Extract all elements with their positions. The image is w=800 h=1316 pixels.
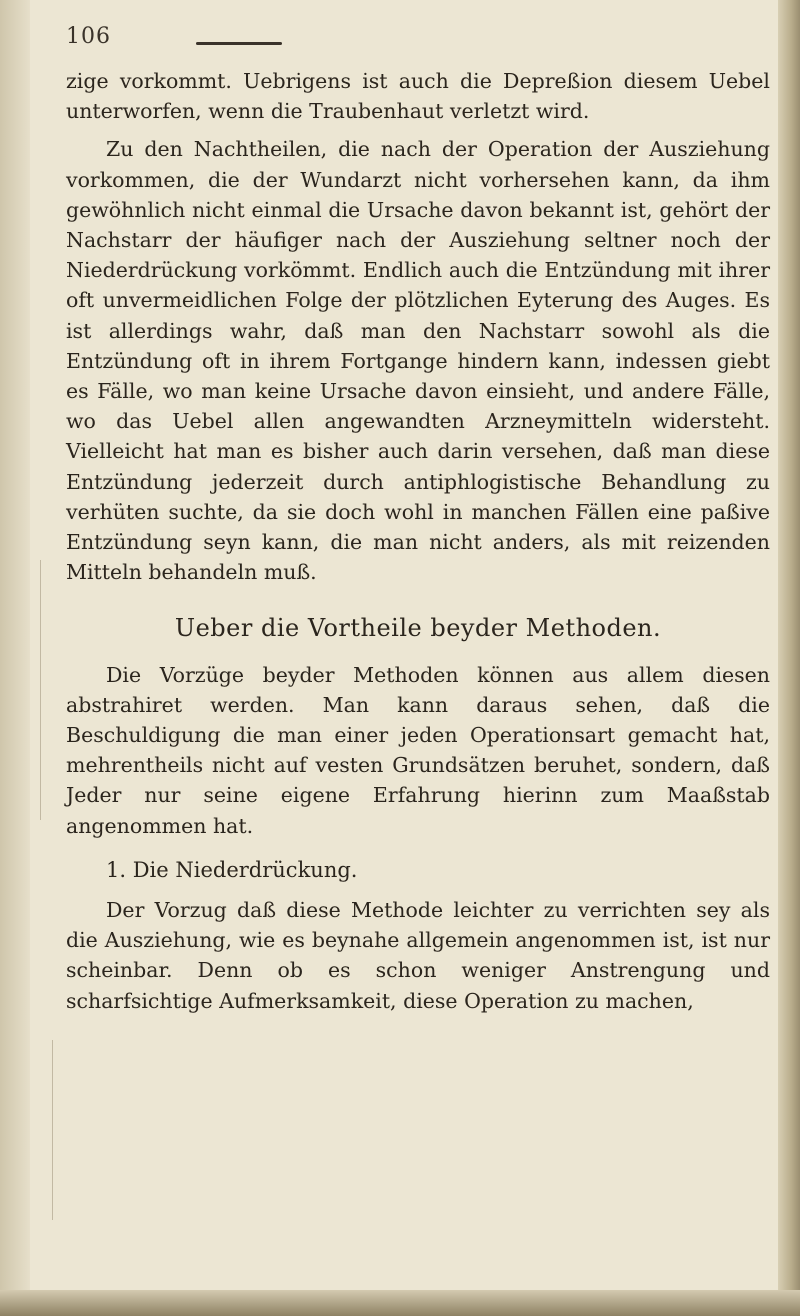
header-rule — [196, 42, 282, 45]
page-number: 106 — [66, 24, 111, 49]
paragraph: Zu den Nachtheilen, die nach der Operation der Ausziehung vorkommen, die der Wundarzt nicht vorhersehen kann, da ihm gewöhnlich nicht einmal die Ursache davon bekannt ist, gehört der Nachstarr der häufiger nach der Ausziehung seltner noch der Niederdrückung vorkömmt. Endlich auch die Entzündung mit ihrer oft unvermeidlichen Folge der plötzlichen Eyterung des Auges. Es ist allerdings wahr, daß man den Nachstarr sowohl als die Entzündung oft in ihrem Fortgange hindern kann, indessen giebt es Fälle, wo man keine Ursache davon einsieht, und andere Fälle, wo das Uebel allen angewandten Arzneymitteln widersteht. Vielleicht hat man es bisher auch darin versehen, daß man diese Entzündung jederzeit durch antiphlogistische Behandlung zu verhüten suchte, da sie doch wohl in manchen Fällen eine paßive Entzündung seyn kann, die man nicht anders, als mit reizenden Mitteln behandeln muß. — [66, 137, 770, 585]
section-heading: Ueber die Vortheile beyder Methoden. — [174, 614, 662, 643]
page-right-edge — [778, 0, 800, 1316]
page-left-edge — [0, 0, 30, 1316]
page-text — [66, 66, 770, 1016]
paragraph: Der Vorzug daß diese Methode leichter zu verrichten sey als die Ausziehung, wie es beynahe allgemein angenommen ist, ist nur scheinbar. Denn ob es schon weniger Anstrengung und scharfsichtige Aufmerksamkeit, diese Operation zu machen, — [66, 898, 770, 1013]
paragraph-continuation: zige vorkommt. Uebrigens ist auch die Depreßion diesem Uebel unterworfen, wenn die Traubenhaut verletzt wird. — [66, 69, 770, 124]
bleed-through-mark — [52, 1040, 53, 1220]
page-bottom-edge — [0, 1290, 800, 1316]
subsection-heading: 1. Die Niederdrückung. — [106, 857, 358, 882]
bleed-through-mark — [40, 560, 41, 820]
page-header — [66, 18, 706, 58]
paragraph: Die Vorzüge beyder Methoden können aus allem diesen abstrahiret werden. Man kann daraus sehen, daß die Beschuldigung die man einer jeden Operationsart gemacht hat, mehrentheils nicht auf vesten Grundsätzen beruhet, sondern, daß Jeder nur seine eigene Erfahrung hierinn zum Maaßstab angenommen hat. — [66, 662, 770, 838]
